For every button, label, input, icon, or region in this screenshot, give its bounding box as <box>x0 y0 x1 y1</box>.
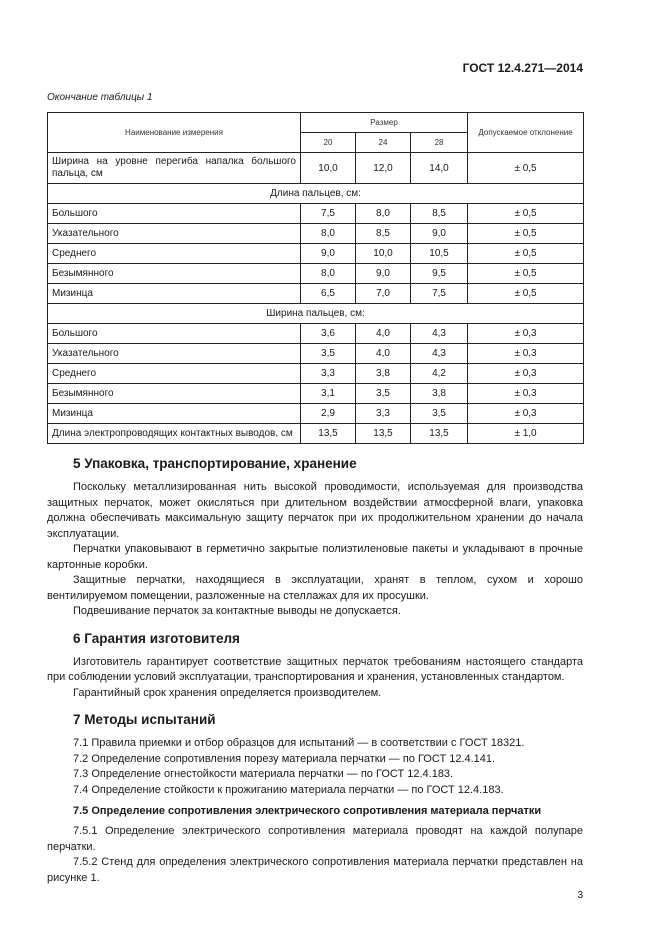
table-row <box>48 224 584 244</box>
table-cell: ± 0,5 <box>468 284 584 304</box>
table-cell: 8,0 <box>301 264 356 284</box>
table-cell: ± 0,3 <box>468 364 584 384</box>
table-row <box>48 404 584 424</box>
table-cell: 13,5 <box>356 424 411 444</box>
table-cell: Указательного <box>48 344 301 364</box>
table-cell: 9,0 <box>301 244 356 264</box>
table-cell: ± 0,3 <box>468 344 584 364</box>
table-cell: 7,5 <box>301 204 356 224</box>
table-cell: ± 0,5 <box>468 244 584 264</box>
section-heading: 6 Гарантия изготовителя <box>73 630 240 646</box>
table-row <box>48 324 584 344</box>
subsection-heading: 7.5 Определение сопротивления электрического сопротивления материала перчатки <box>73 805 542 817</box>
table-cell: 3,5 <box>301 344 356 364</box>
table-cell: Длина электропроводящих контактных выводов, см <box>48 424 301 444</box>
table-cell: Мизинца <box>48 284 301 304</box>
dimensions-table <box>47 112 584 444</box>
table-cell: 3,8 <box>356 364 411 384</box>
table-cell: 9,5 <box>411 264 468 284</box>
section-5: 5 Упаковка, транспортирование, хранение Поскольку металлизированная нить высокой проводимости, используемая для производства защитных перчаток, может окисляться при длительном воздействии атмосферной влаги, упаковка должна обеспечивать максимальную защиту перчаток при их продолжительном хранении до начала эксплуатации. Перчатки упаковывают в герметично закрытые полиэтиленовые пакеты и укладывают в прочные картонные коробки. Защитные перчатки, находящиеся в эксплуатации, хранят в теплом, сухом и хорошо вентилируемом помещении, разложенные на стеллажах для их просушки. Подвешивание перчаток за контактные выводы не допускается. <box>47 456 583 617</box>
col-size-header: Размер <box>301 113 468 133</box>
table-cell: 7,5 <box>411 284 468 304</box>
document-header: ГОСТ 12.4.271—2014 <box>462 61 583 75</box>
table-row <box>48 424 584 444</box>
table-cell: ± 0,3 <box>468 384 584 404</box>
table-cell: ± 0,3 <box>468 324 584 344</box>
table-caption: Окончание таблицы 1 <box>47 92 153 103</box>
table-cell: Безымянного <box>48 384 301 404</box>
size-header: 20 <box>301 133 356 153</box>
table-cell: Мизинца <box>48 404 301 424</box>
table-cell: 4,0 <box>356 344 411 364</box>
table-cell: Среднего <box>48 244 301 264</box>
table-cell: 8,5 <box>411 204 468 224</box>
table-cell: 13,5 <box>411 424 468 444</box>
table-cell: Большого <box>48 204 301 224</box>
table-cell: ± 0,5 <box>468 204 584 224</box>
table-cell: 3,8 <box>411 384 468 404</box>
table-row <box>48 364 584 384</box>
table-cell: 9,0 <box>411 224 468 244</box>
page-number: 3 <box>577 890 583 901</box>
table-cell: ± 1,0 <box>468 424 584 444</box>
table-cell: 13,5 <box>301 424 356 444</box>
table-cell: ± 0,5 <box>468 264 584 284</box>
section-7: 7 Методы испытаний 7.1 Правила приемки и отбор образцов для испытаний — в соответствии с ГОСТ 18321. 7.2 Определение сопротивления порезу материала перчатки — по ГОСТ 12.4.141. 7.3 Определение огнестойкости материала перчатки — по ГОСТ 12.4.183. 7.4 Определение стойкости к прожиганию материала перчатки — по ГОСТ 12.4.183. 7.5 Определение сопротивления электрического сопротивления материала перчатки 7.5.1 Определение электрического сопротивления материала проводят на каждой полупаре перчатки. 7.5.2 Стенд для определения электрического сопротивления материала перчатки представлен на рисунке 1. <box>47 712 583 884</box>
table-cell: 9,0 <box>356 264 411 284</box>
table-cell: ± 0,5 <box>468 224 584 244</box>
table-cell: 4,3 <box>411 324 468 344</box>
table-section-label: Ширина пальцев, см: <box>48 304 584 324</box>
table-row <box>48 384 584 404</box>
table-cell: 4,2 <box>411 364 468 384</box>
col-name-header: Наименование измерения <box>48 113 301 153</box>
table-section-label: Длина пальцев, см: <box>48 184 584 204</box>
size-header: 24 <box>356 133 411 153</box>
table-cell: 8,0 <box>356 204 411 224</box>
table-row <box>48 244 584 264</box>
size-header: 28 <box>411 133 468 153</box>
table-cell: 4,3 <box>411 344 468 364</box>
table-cell: 6,5 <box>301 284 356 304</box>
table-row <box>48 344 584 364</box>
body-text <box>47 455 583 901</box>
table-row <box>48 264 584 284</box>
table-row <box>48 284 584 304</box>
table-cell: 3,3 <box>301 364 356 384</box>
table-cell: ± 0,3 <box>468 404 584 424</box>
table-cell: 3,3 <box>356 404 411 424</box>
section-heading: 5 Упаковка, транспортирование, хранение <box>73 456 357 471</box>
col-tol-header: Допускаемое отклонение <box>468 113 584 153</box>
table-cell: Указательного <box>48 224 301 244</box>
table-cell: 3,5 <box>411 404 468 424</box>
table-cell: 8,0 <box>301 224 356 244</box>
table-row <box>48 204 584 224</box>
table-cell: 10,0 <box>356 244 411 264</box>
table-cell: 10,5 <box>411 244 468 264</box>
table-cell: Безымянного <box>48 264 301 284</box>
table-cell: 8,5 <box>356 224 411 244</box>
table-cell: 4,0 <box>356 324 411 344</box>
table-cell: 3,5 <box>356 384 411 404</box>
table-cell: Среднего <box>48 364 301 384</box>
table-row: Ширина на уровне перегиба напалка большого пальца, см 10,0 12,0 14,0 ± 0,5 <box>48 153 584 184</box>
section-heading: 7 Методы испытаний <box>73 712 216 727</box>
table-cell: 3,6 <box>301 324 356 344</box>
table-cell: 7,0 <box>356 284 411 304</box>
section-6: 6 Гарантия изготовителя Изготовитель гарантирует соответствие защитных перчаток требованиям настоящего стандарта при соблюдении условий эксплуатации, транспортирования и хранения, установленных стандартом. Гарантийный срок хранения определяется производителем. <box>47 630 583 699</box>
table-cell: 2,9 <box>301 404 356 424</box>
table-cell: 3,1 <box>301 384 356 404</box>
table-cell: Большого <box>48 324 301 344</box>
